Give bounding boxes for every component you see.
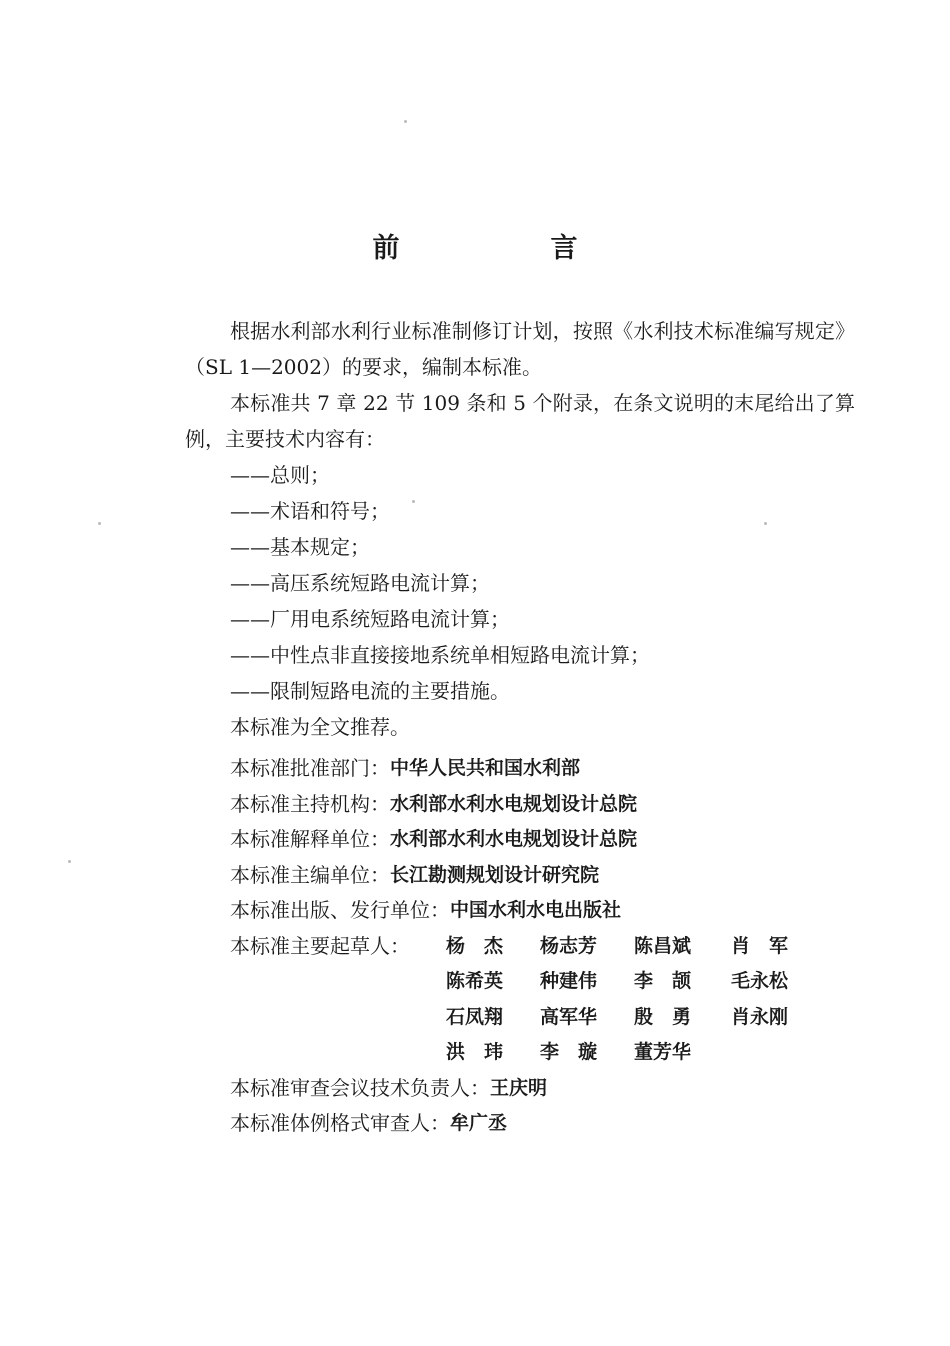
drafter-name: 杨志芳 [540, 934, 598, 957]
drafter-name: 李 颉 [634, 970, 692, 992]
list-item: ——中性点非直接接地系统单相短路电流计算； [230, 643, 650, 667]
scan-speck [98, 522, 101, 525]
editor-value: 长江勘测规划设计研究院 [390, 863, 600, 886]
drafter-name: 殷 勇 [634, 1005, 692, 1028]
list-item: ——厂用电系统短路电流计算； [230, 607, 510, 631]
review-row [230, 1071, 850, 1107]
page-title: 前 言 [372, 233, 640, 264]
approval-label: 本标准批准部门： [230, 756, 390, 780]
preface-body [185, 313, 855, 745]
drafter-name: 肖 军 [731, 934, 789, 957]
format-value: 牟广丞 [450, 1112, 508, 1134]
scan-speck [404, 120, 407, 123]
list-item: ——高压系统短路电流计算； [230, 571, 490, 595]
drafter-name: 种建伟 [540, 970, 598, 992]
drafter-name: 陈希英 [446, 970, 504, 992]
interpret-label: 本标准解释单位： [230, 827, 390, 851]
drafter-name: 高军华 [540, 1005, 598, 1028]
drafter-name: 石凤翔 [446, 1005, 504, 1028]
publisher-value: 中国水利水电出版社 [450, 899, 622, 921]
approval-value: 中华人民共和国水利部 [390, 757, 581, 779]
drafter-name: 杨 杰 [446, 934, 504, 957]
scan-speck [764, 522, 767, 525]
recommendation-text: 本标准为全文推荐。 [230, 715, 410, 739]
drafter-name: 陈昌斌 [634, 934, 692, 957]
host-label: 本标准主持机构： [230, 791, 390, 816]
editor-row [230, 858, 850, 894]
scan-speck [412, 500, 415, 503]
drafter-name: 洪 玮 [446, 1041, 504, 1063]
interpret-row [230, 822, 850, 858]
drafter-name: 毛永松 [731, 970, 789, 992]
publisher-row [230, 893, 850, 929]
drafters-row [230, 929, 850, 1071]
drafter-name: 肖永刚 [731, 1005, 789, 1028]
paragraph-structure: 本标准共 7 章 22 节 109 条和 5 个附录，在条文说明的末尾给出了算例，主要技术内容有： [185, 391, 855, 451]
drafter-name [731, 1035, 803, 1071]
interpret-value: 水利部水利水电规划设计总院 [390, 828, 638, 850]
approval-row [230, 751, 850, 787]
drafter-name: 董芳华 [634, 1041, 692, 1063]
content-list [185, 457, 855, 709]
paragraph-basis: 根据水利部水利行业标准制修订计划，按照《水利技术标准编写规定》（SL 1—2002）的要求，编制本标准。 [185, 319, 855, 379]
format-label: 本标准体例格式审查人： [230, 1111, 450, 1135]
review-value: 王庆明 [490, 1076, 548, 1099]
editor-label: 本标准主编单位： [230, 862, 390, 887]
format-row [230, 1106, 850, 1142]
review-label: 本标准审查会议技术负责人： [230, 1075, 490, 1100]
drafters-grid [446, 929, 825, 1071]
standard-info [230, 751, 850, 1142]
list-item: ——基本规定； [230, 535, 370, 559]
list-item: ——总则； [230, 463, 330, 487]
host-value: 水利部水利水电规划设计总院 [390, 792, 638, 815]
drafters-label: 本标准主要起草人： [230, 933, 410, 958]
drafter-name: 李 璇 [540, 1041, 598, 1063]
list-item: ——限制短路电流的主要措施。 [230, 679, 510, 703]
scan-speck [68, 860, 71, 863]
host-row [230, 787, 850, 823]
publisher-label: 本标准出版、发行单位： [230, 898, 450, 922]
list-item: ——术语和符号； [230, 499, 390, 523]
